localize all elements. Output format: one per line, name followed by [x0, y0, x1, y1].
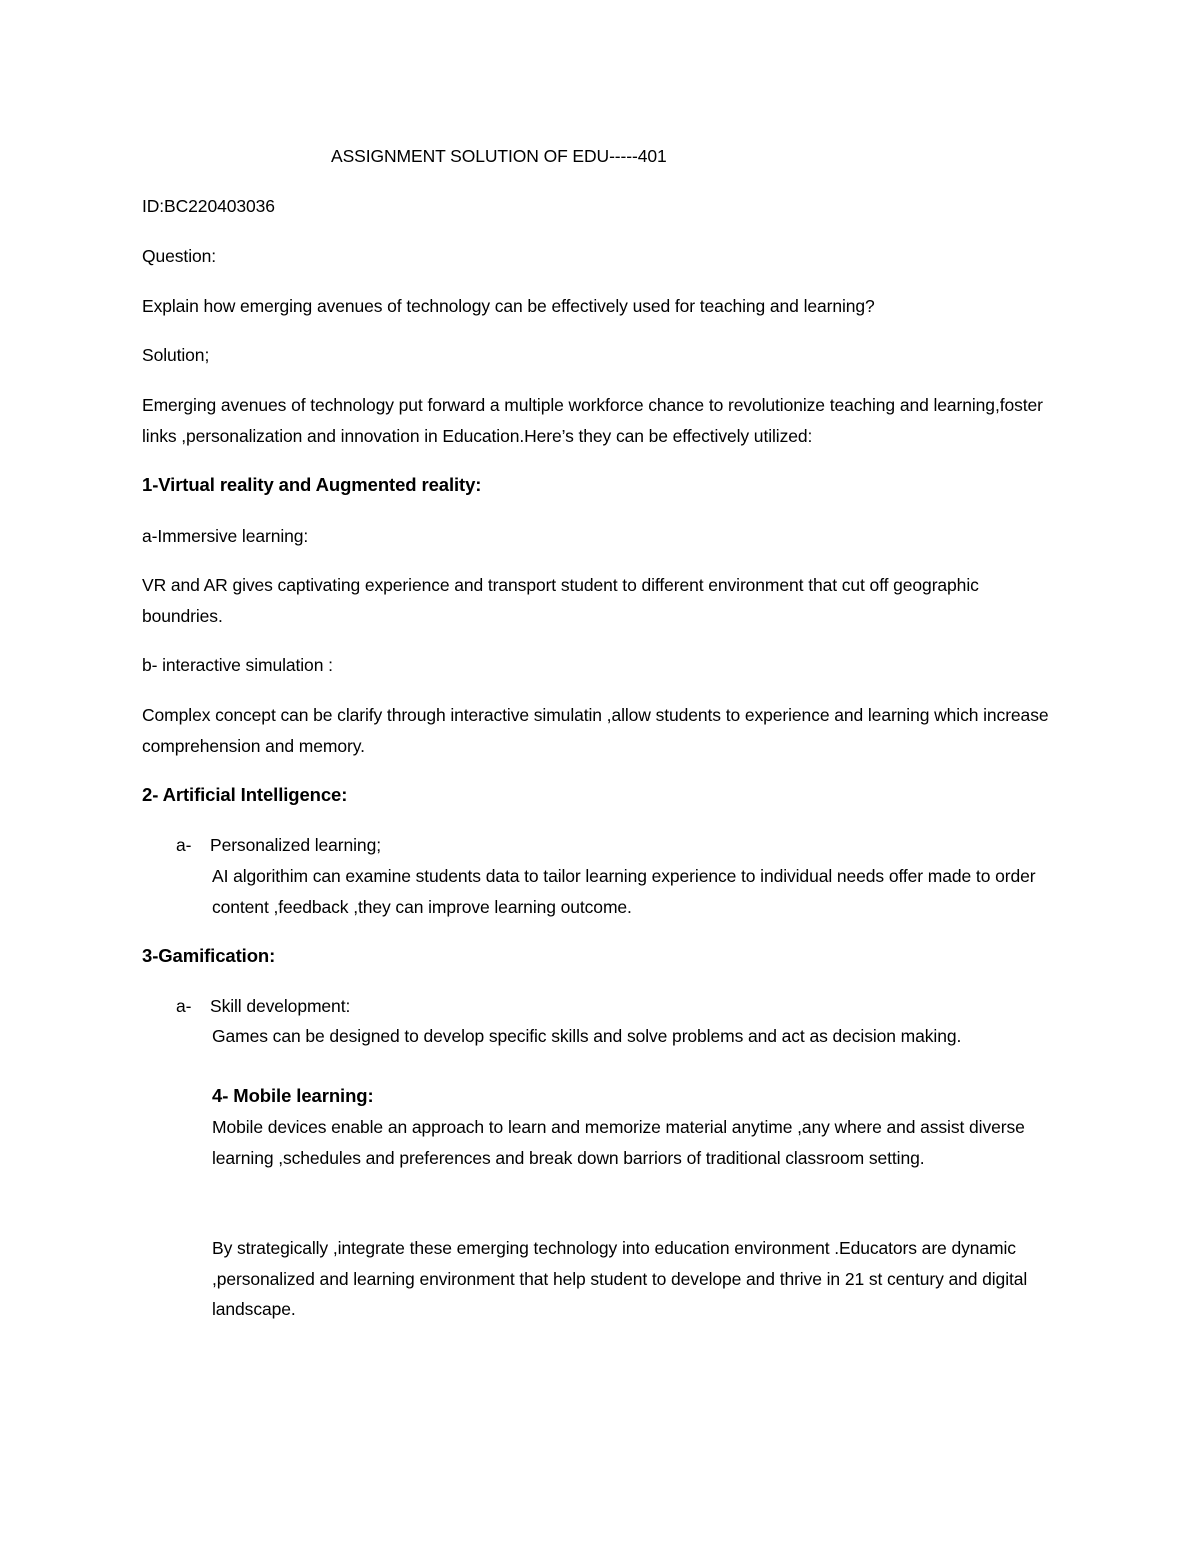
list-marker: a- [176, 996, 192, 1016]
student-id: ID:BC220403036 [142, 196, 275, 216]
section-3-item-a [176, 991, 350, 1021]
section-4-text: Mobile devices enable an approach to learn and memorize material anytime ,any where and assist diverse learning ,schedules and preferences and break down barriors of traditional classroom setting. [212, 1117, 1025, 1168]
section-2-heading: 2- Artificial Intelligence: [142, 784, 348, 805]
section-1-item-a-label: a-Immersive learning: [142, 526, 309, 546]
section-4-heading: 4- Mobile learning: [212, 1085, 374, 1106]
section-2-item-a [176, 830, 381, 860]
section-2-item-a-label: Personalized learning; [210, 835, 381, 855]
section-1-heading: 1-Virtual reality and Augmented reality: [142, 474, 482, 495]
section-2-item-a-text: AI algorithim can examine students data to tailor learning experience to individual needs offer made to order content ,feedback ,they can improve learning outcome. [212, 866, 1036, 917]
section-3-item-a-label: Skill development: [210, 996, 351, 1016]
list-marker: a- [176, 835, 192, 855]
intro-paragraph: Emerging avenues of technology put forward a multiple workforce chance to revolutionize teaching and learning,foster links ,personalization and innovation in Education.Here’s they can be effectively utilized: [142, 395, 1043, 446]
conclusion-paragraph: By strategically ,integrate these emerging technology into education environment .Educators are dynamic ,personalized and learning environment that help student to develope and thrive in 21 st century and digital landscape. [212, 1238, 1028, 1319]
solution-label: Solution; [142, 345, 210, 365]
section-1-item-a-text: VR and AR gives captivating experience and transport student to different environment that cut off geographic boundries. [142, 575, 979, 626]
question-text: Explain how emerging avenues of technology can be effectively used for teaching and learning? [142, 296, 875, 316]
question-label: Question: [142, 246, 217, 266]
document-title: ASSIGNMENT SOLUTION OF EDU-----401 [331, 146, 667, 166]
section-3-heading: 3-Gamification: [142, 945, 276, 966]
section-1-item-b-text: Complex concept can be clarify through interactive simulatin ,allow students to experience and learning which increase comprehension and memory. [142, 705, 1049, 756]
section-1-item-b-label: b- interactive simulation : [142, 655, 333, 675]
section-3-item-a-text: Games can be designed to develop specific skills and solve problems and act as decision making. [212, 1026, 962, 1046]
